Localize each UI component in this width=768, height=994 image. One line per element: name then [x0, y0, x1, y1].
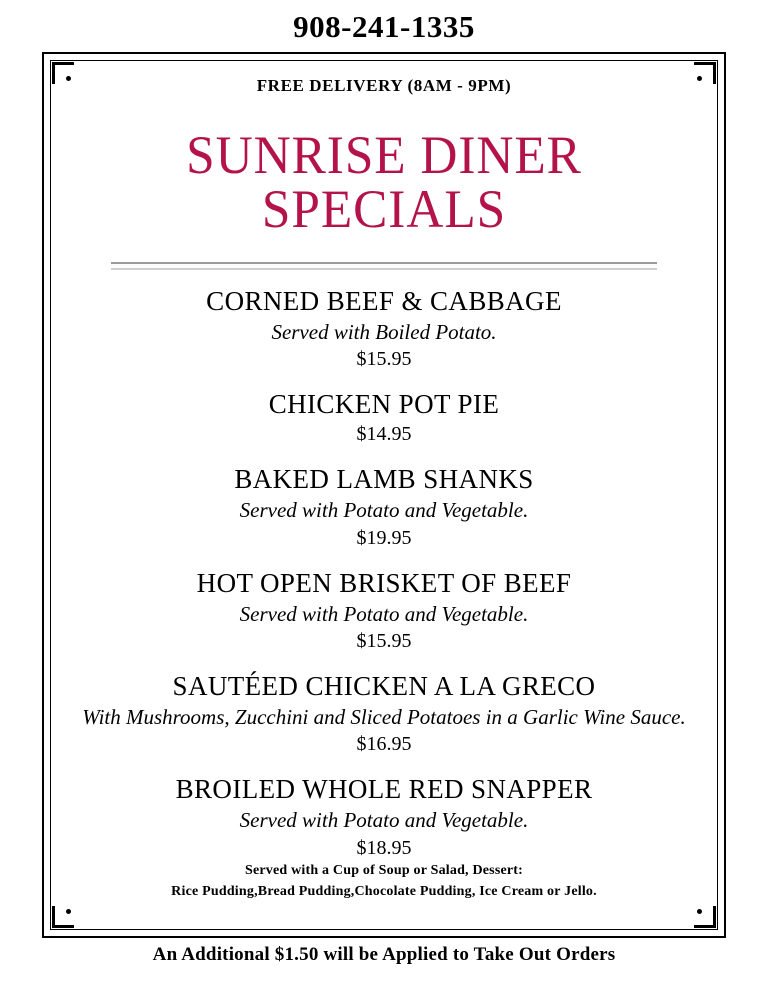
menu-items-list: [60, 286, 708, 860]
page-title: SUNRISE DINER SPECIALS: [186, 125, 582, 239]
item-description: Served with Boiled Potato.: [271, 320, 497, 345]
item-name: CORNED BEEF & CABBAGE: [206, 286, 562, 316]
item-price: $18.95: [356, 836, 412, 859]
item-price: $15.95: [356, 348, 412, 371]
list-item: [60, 774, 708, 859]
footer-line-1: Served with a Cup of Soup or Salad, Dessert:: [244, 863, 524, 878]
item-name: BAKED LAMB SHANKS: [234, 464, 534, 495]
item-name: CHICKEN POT PIE: [268, 389, 500, 420]
item-description: Served with Potato and Vegetable.: [239, 498, 529, 523]
item-description: Served with Potato and Vegetable.: [239, 808, 529, 833]
item-description: Served with Potato and Vegetable.: [239, 601, 529, 626]
menu-content: [60, 62, 708, 928]
divider-rule: [111, 262, 657, 270]
item-price: $19.95: [356, 526, 412, 549]
list-item: [60, 464, 708, 549]
list-item: [60, 389, 708, 446]
item-name: SAUTÉED CHICKEN A LA GRECO: [172, 670, 596, 701]
item-name: BROILED WHOLE RED SNAPPER: [175, 774, 593, 805]
footer-line-2: Rice Pudding,Bread Pudding,Chocolate Pudding, Ice Cream or Jello.: [171, 884, 597, 899]
list-item: [60, 671, 708, 756]
item-name: HOT OPEN BRISKET OF BEEF: [196, 567, 572, 598]
item-price: $16.95: [356, 733, 412, 756]
phone-number: 908-241-1335: [293, 9, 475, 44]
item-description: With Mushrooms, Zucchini and Sliced Potatoes in a Garlic Wine Sauce.: [82, 704, 686, 729]
delivery-info: FREE DELIVERY (8AM - 9PM): [256, 76, 512, 95]
item-price: $14.95: [356, 423, 412, 446]
item-price: $15.95: [356, 629, 412, 652]
takeout-surcharge-note: An Additional $1.50 will be Applied to Take Out Orders: [152, 944, 616, 965]
footer-note: [60, 860, 708, 902]
list-item: [60, 568, 708, 653]
list-item: [60, 286, 708, 371]
